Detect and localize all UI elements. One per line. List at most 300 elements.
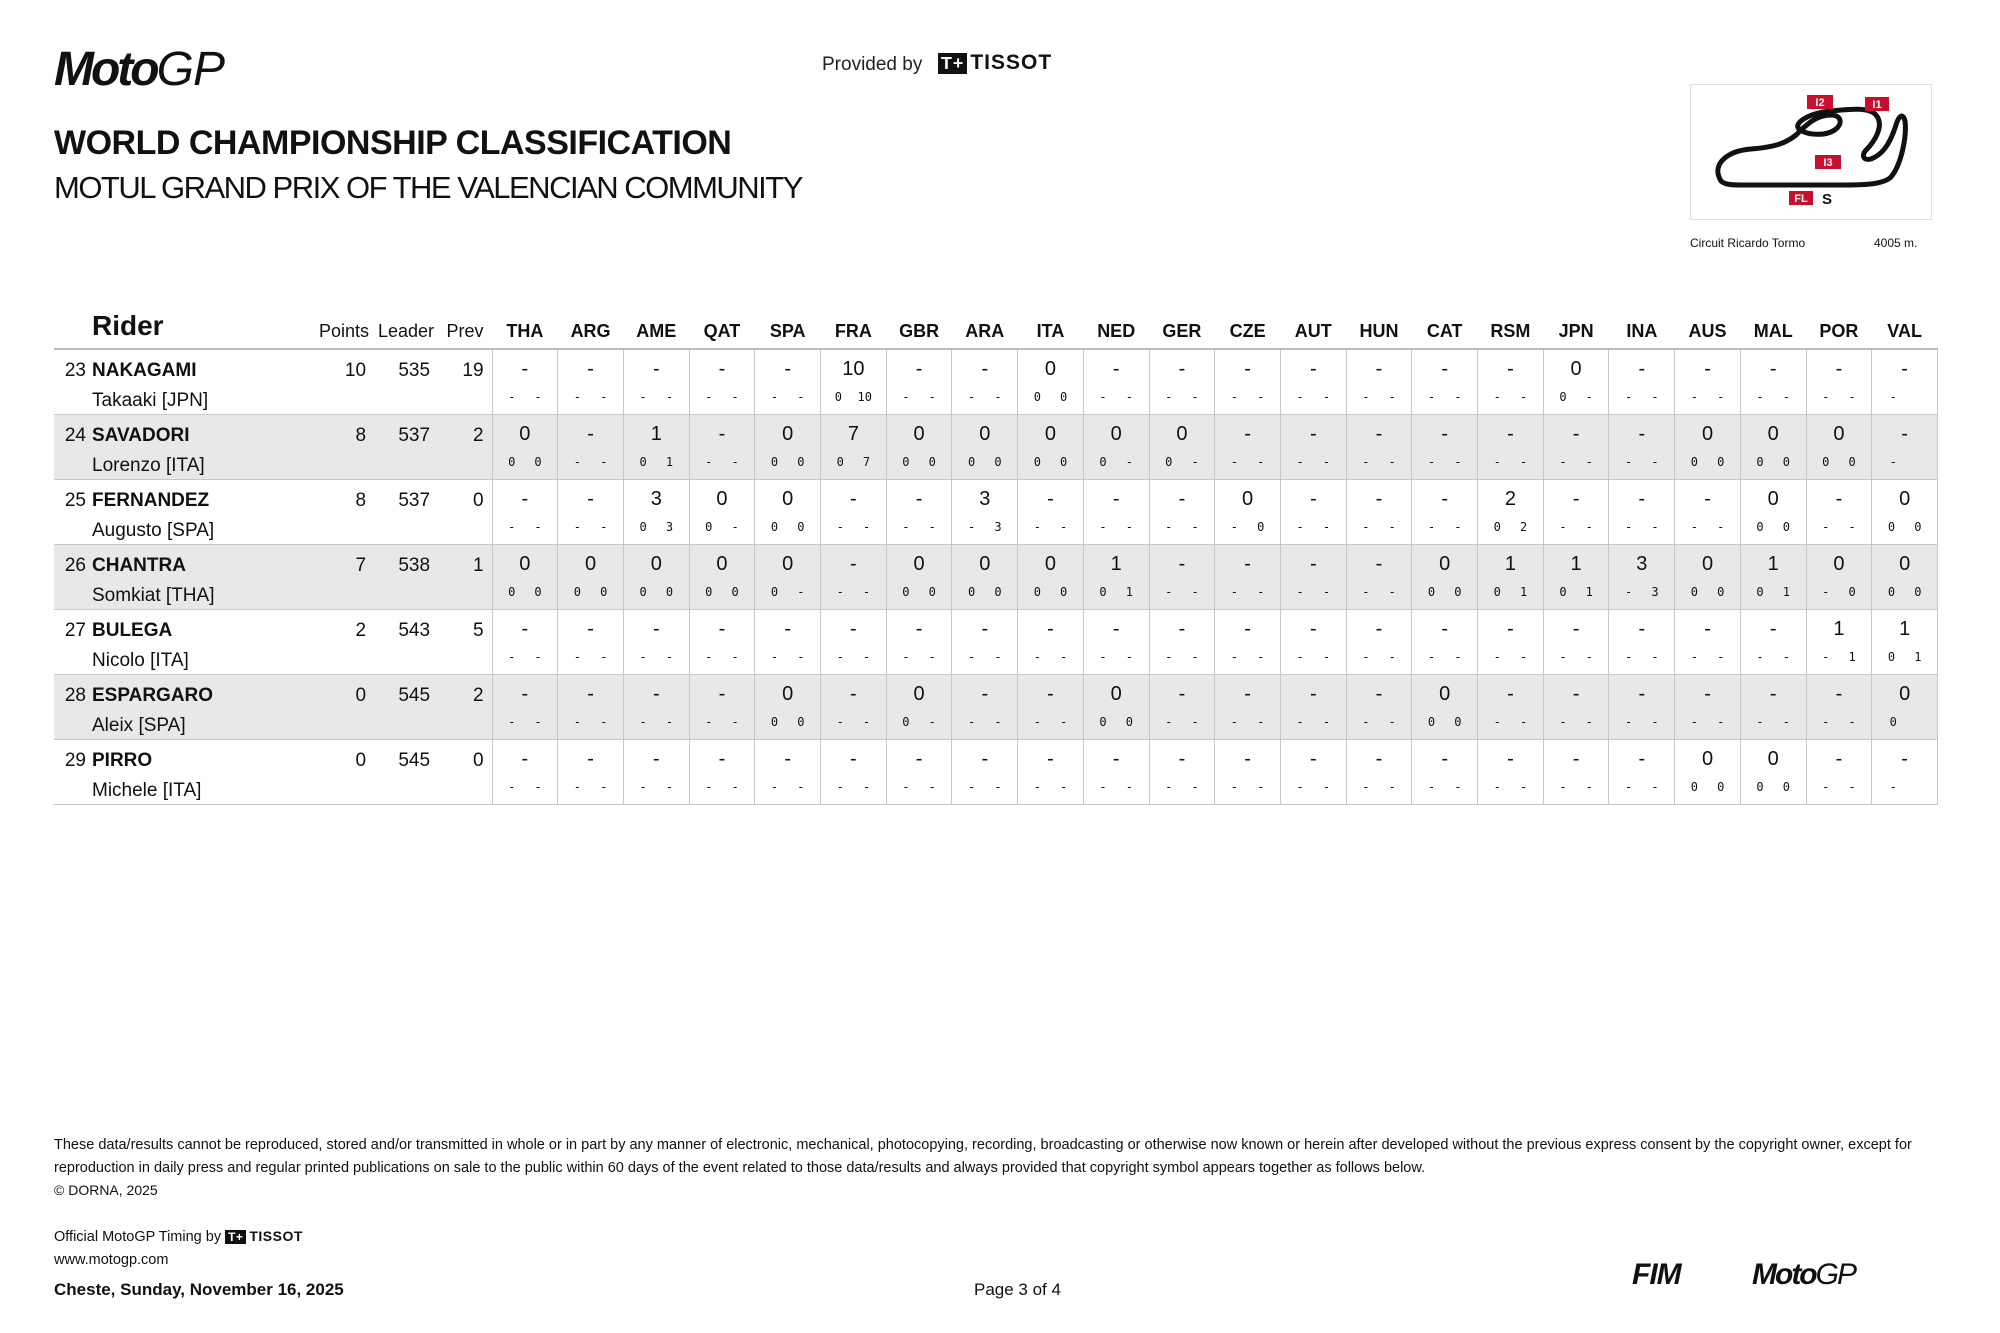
gp-total: - <box>521 487 529 510</box>
gp-split <box>1215 455 1280 469</box>
sprint-points: 0 <box>1099 714 1107 729</box>
gp-total: - <box>784 358 792 380</box>
gp-result-aut <box>1280 674 1346 739</box>
gp-split <box>1215 390 1280 404</box>
gp-split <box>1281 780 1346 794</box>
gp-split <box>1347 390 1412 404</box>
gp-total: - <box>1835 682 1843 705</box>
gp-result-qat <box>689 739 755 804</box>
gp-total: 1 <box>1899 617 1911 640</box>
gp-split <box>558 390 623 404</box>
rider-cell <box>92 479 314 544</box>
sprint-points: - <box>836 584 844 599</box>
gp-total: - <box>587 422 594 445</box>
gp-split <box>1478 390 1543 404</box>
gp-total: - <box>1441 422 1449 445</box>
gp-header-cat: CAT <box>1426 321 1463 341</box>
gp-total: 3 <box>1636 552 1648 575</box>
gp-result-val <box>1872 674 1938 739</box>
gp-split <box>1807 715 1872 729</box>
race-points: - <box>797 779 805 794</box>
table-row <box>54 609 1938 674</box>
race-points: 3 <box>994 519 1002 534</box>
race-points: - <box>534 390 542 404</box>
gp-split <box>1412 780 1477 794</box>
gp-split <box>755 585 820 599</box>
table-row <box>54 479 1938 544</box>
race-points: 0 <box>1782 454 1790 469</box>
table-row <box>54 544 1938 609</box>
sprint-points: 0 <box>1690 584 1698 599</box>
gp-total: 1 <box>1570 552 1582 575</box>
gp-split <box>1675 780 1740 794</box>
gp-total: - <box>1309 487 1317 510</box>
gp-result-qat <box>689 609 755 674</box>
gp-total: 1 <box>1110 552 1122 575</box>
gp-split <box>952 650 1017 664</box>
leader-gap: 537 <box>398 424 431 446</box>
sprint-points: - <box>1099 649 1107 664</box>
gp-result-cze <box>1215 609 1281 674</box>
gp-split <box>1150 390 1215 404</box>
gp-total: - <box>1638 617 1646 640</box>
leader-gap: 545 <box>398 749 431 771</box>
gp-result-qat <box>689 479 755 544</box>
gp-split <box>1412 390 1477 404</box>
race-points: - <box>1519 714 1528 729</box>
gp-total: - <box>652 747 660 770</box>
gp-total: - <box>1375 422 1383 445</box>
gp-result-ame <box>623 739 689 804</box>
gp-result-fra <box>821 609 887 674</box>
gp-result-spa <box>755 674 821 739</box>
gp-total: - <box>1375 487 1383 510</box>
gp-header-ame: AME <box>636 321 677 341</box>
sprint-points: - <box>967 714 976 729</box>
gp-split <box>1807 650 1872 664</box>
sprint-points: - <box>1889 779 1897 794</box>
position: 25 <box>64 489 86 511</box>
race-points: - <box>731 649 739 664</box>
gp-split <box>493 455 558 469</box>
race-points: 0 <box>534 454 542 469</box>
leader-header: Leader <box>377 321 435 341</box>
page-title: WORLD CHAMPIONSHIP CLASSIFICATION <box>54 124 732 162</box>
fim-logo: FIM <box>1632 1258 1681 1291</box>
gp-split <box>1281 390 1346 404</box>
race-points: - <box>1651 390 1659 404</box>
race-points: - <box>1454 519 1462 534</box>
gp-split <box>1281 520 1346 534</box>
sprint-points: - <box>1427 519 1436 534</box>
prev-gap: 19 <box>462 360 484 381</box>
race-points: - <box>862 779 871 794</box>
sprint-points: - <box>1822 390 1830 404</box>
race-points: - <box>797 649 805 664</box>
rider-surname: ESPARGARO <box>92 684 214 706</box>
gp-total: - <box>981 747 989 770</box>
sprint-points: - <box>1559 714 1567 729</box>
race-points: 0 <box>731 584 739 599</box>
gp-split <box>493 390 558 404</box>
gp-result-ame <box>623 349 689 414</box>
race-points: - <box>1125 649 1133 664</box>
gp-total: - <box>1901 358 1908 380</box>
gp-split <box>1872 715 1937 729</box>
gp-split <box>1150 520 1215 534</box>
gp-result-por <box>1806 544 1872 609</box>
gp-result-qat <box>689 349 755 414</box>
gp-split <box>1281 650 1346 664</box>
gp-split <box>1675 715 1740 729</box>
gp-total: 0 <box>1044 358 1057 380</box>
race-points: - <box>1257 584 1265 599</box>
gp-header-tha: THA <box>506 321 544 341</box>
sprint-points: - <box>1822 779 1830 794</box>
gp-split <box>1544 390 1609 404</box>
motogp-logo: MotoGP <box>54 43 224 96</box>
sprint-points: - <box>1099 779 1107 794</box>
gp-split <box>821 650 886 664</box>
sprint-points: - <box>1296 779 1304 794</box>
gp-result-cat <box>1412 544 1478 609</box>
gp-header-aus: AUS <box>1688 321 1727 341</box>
gp-result-fra <box>821 479 887 544</box>
gp-total: - <box>1309 552 1317 575</box>
gp-split <box>1478 455 1543 469</box>
gp-split <box>1084 585 1149 599</box>
gp-result-mal <box>1740 739 1806 804</box>
race-points: - <box>1717 714 1725 729</box>
race-points: - <box>534 519 542 534</box>
gp-result-arg <box>558 674 624 739</box>
gp-split <box>1872 780 1937 794</box>
race-points: - <box>1388 779 1396 794</box>
sprint-points: - <box>639 390 647 404</box>
gp-split <box>1609 715 1674 729</box>
sprint-points: - <box>1165 390 1173 404</box>
sprint-points: - <box>639 649 647 664</box>
sprint-points: - <box>1296 390 1304 404</box>
gp-total: - <box>1178 617 1186 640</box>
rider-surname: NAKAGAMI <box>92 360 197 381</box>
gp-total: - <box>521 682 529 705</box>
sprint-points: - <box>573 390 581 404</box>
sprint-points: - <box>1296 454 1304 469</box>
gp-total: - <box>850 552 857 575</box>
race-points: - <box>1651 779 1659 794</box>
race-points: - <box>600 519 608 534</box>
gp-total: 0 <box>1767 487 1779 510</box>
gp-total: 3 <box>979 487 991 510</box>
race-points: 0 <box>1782 779 1790 794</box>
race-points: - <box>1519 779 1528 794</box>
points: 10 <box>344 360 367 381</box>
gp-split <box>1478 520 1543 534</box>
sprint-points: - <box>1362 714 1370 729</box>
gp-total: - <box>850 682 857 705</box>
sprint-points: - <box>1625 779 1633 794</box>
gp-result-hun <box>1346 479 1412 544</box>
gp-split <box>952 780 1017 794</box>
gp-result-rsm <box>1478 414 1544 479</box>
gp-result-arg <box>558 414 624 479</box>
race-points: - <box>1519 454 1528 469</box>
gp-result-arg <box>558 349 624 414</box>
prev-gap: 5 <box>472 619 484 641</box>
gp-total: - <box>587 487 594 510</box>
gp-result-spa <box>755 739 821 804</box>
gp-header-cze: CZE <box>1229 321 1266 341</box>
race-points: 3 <box>1651 584 1659 599</box>
gp-result-jpn <box>1543 414 1609 479</box>
race-points: - <box>1454 649 1462 664</box>
race-points: - <box>1585 779 1593 794</box>
gp-split <box>690 390 755 404</box>
gp-total: 0 <box>1439 552 1451 575</box>
race-points: - <box>1191 714 1199 729</box>
gp-split <box>1412 650 1477 664</box>
race-points: - <box>1782 649 1790 664</box>
gp-split <box>1741 455 1806 469</box>
gp-result-cat <box>1412 674 1478 739</box>
gp-split <box>1281 715 1346 729</box>
gp-result-val <box>1872 349 1938 414</box>
gp-result-spa <box>755 609 821 674</box>
race-points: - <box>1191 454 1199 469</box>
sprint-points: - <box>967 390 976 404</box>
race-points: - <box>1257 779 1265 794</box>
gp-total: 0 <box>650 552 662 575</box>
race-points: - <box>1322 649 1331 664</box>
table-row <box>54 674 1938 739</box>
race-points: 0 <box>928 454 936 469</box>
prev-gap: 2 <box>472 684 484 706</box>
gp-split <box>1872 520 1937 534</box>
rider-surname: PIRRO <box>92 749 153 771</box>
sprint-points: - <box>705 714 713 729</box>
gp-result-ger <box>1149 739 1215 804</box>
race-points: - <box>731 519 739 534</box>
gp-total: 0 <box>519 422 531 445</box>
tissot-mark: T+ <box>938 53 967 74</box>
race-points: - <box>1388 649 1396 664</box>
gp-total: - <box>521 358 529 380</box>
sprint-points: - <box>902 519 910 534</box>
rider-surname: SAVADORI <box>92 424 190 446</box>
gp-total: - <box>1441 747 1449 770</box>
race-points: - <box>600 649 608 664</box>
sprint-points: - <box>1230 519 1239 534</box>
gp-total: 1 <box>1767 552 1779 575</box>
gp-total: - <box>1309 682 1317 705</box>
gp-result-cat <box>1412 414 1478 479</box>
race-points: 0 <box>665 584 674 599</box>
sprint-points: 0 <box>639 519 647 534</box>
gp-total: - <box>1769 682 1777 705</box>
gp-split <box>755 390 820 404</box>
sprint-points: - <box>1165 714 1173 729</box>
marker-i1: I1 <box>1872 99 1882 111</box>
gp-result-spa <box>755 414 821 479</box>
sprint-points: - <box>1690 519 1698 534</box>
gp-total: - <box>1309 358 1317 380</box>
gp-result-hun <box>1346 544 1412 609</box>
gp-split <box>1150 715 1215 729</box>
marker-fl: FL <box>1794 193 1808 205</box>
gp-result-fra <box>821 414 887 479</box>
points: 8 <box>355 424 367 446</box>
event-date: Cheste, Sunday, November 16, 2025 <box>54 1280 344 1299</box>
gp-total: - <box>1112 617 1120 640</box>
gp-result-ara <box>952 674 1018 739</box>
gp-total: - <box>1178 358 1186 380</box>
gp-split <box>558 715 623 729</box>
gp-split <box>1675 585 1740 599</box>
gp-split <box>887 715 952 729</box>
race-points: 0 <box>797 519 805 534</box>
sprint-points: 0 <box>1756 519 1764 534</box>
race-points: 0 <box>600 584 608 599</box>
website-link[interactable]: www.motogp.com <box>54 1252 169 1268</box>
gp-result-jpn <box>1543 609 1609 674</box>
race-points: 0 <box>1060 454 1068 469</box>
race-points: - <box>1651 454 1659 469</box>
gp-result-ita <box>1018 739 1084 804</box>
race-points: - <box>1651 714 1659 729</box>
gp-split <box>821 520 886 534</box>
gp-split <box>1807 390 1872 404</box>
sprint-points: - <box>639 714 647 729</box>
sprint-points: - <box>1099 390 1107 404</box>
race-points: 0 <box>928 584 936 599</box>
sprint-points: - <box>1362 649 1370 664</box>
gp-result-cat <box>1412 349 1478 414</box>
gp-result-arg <box>558 609 624 674</box>
gp-split <box>1478 585 1543 599</box>
sprint-points: - <box>1559 519 1567 534</box>
gp-total: - <box>1572 747 1580 770</box>
sprint-points: - <box>1033 649 1041 664</box>
rider-cell <box>92 674 314 739</box>
sprint-points: 0 <box>836 454 844 469</box>
gp-split <box>558 520 623 534</box>
gp-total: - <box>784 617 792 640</box>
gp-split <box>1741 780 1806 794</box>
gp-split <box>755 650 820 664</box>
gp-split <box>1544 585 1609 599</box>
gp-result-ina <box>1609 544 1675 609</box>
rider-name: Michele [ITA] <box>92 779 202 801</box>
gp-split <box>624 390 689 404</box>
gp-result-ger <box>1149 674 1215 739</box>
gp-total: 0 <box>1242 487 1254 510</box>
race-points: 0 <box>1848 584 1856 599</box>
gp-split <box>1675 520 1740 534</box>
race-points: - <box>1454 779 1462 794</box>
sprint-points: 0 <box>1756 584 1764 599</box>
gp-result-cat <box>1412 479 1478 544</box>
race-points: - <box>1322 584 1331 599</box>
race-points: 0 <box>1717 454 1725 469</box>
race-points: - <box>928 649 936 664</box>
race-points: - <box>731 714 739 729</box>
gp-header-ara: ARA <box>965 321 1005 341</box>
sprint-points: 0 <box>1887 519 1896 534</box>
gp-result-mal <box>1740 479 1806 544</box>
gp-result-tha <box>492 479 558 544</box>
gp-split <box>821 390 886 404</box>
sprint-points: - <box>967 779 976 794</box>
gp-total: - <box>1507 617 1514 640</box>
gp-split <box>1478 650 1543 664</box>
sprint-points: - <box>508 519 516 534</box>
gp-result-ger <box>1149 544 1215 609</box>
gp-split <box>624 650 689 664</box>
gp-total: 0 <box>1833 422 1845 445</box>
gp-result-mal <box>1740 674 1806 739</box>
race-points: 0 <box>1914 519 1922 534</box>
sprint-points: 0 <box>1493 584 1501 599</box>
rider-cell <box>92 544 314 609</box>
race-points: - <box>1257 390 1265 404</box>
gp-total: - <box>1572 422 1580 445</box>
sprint-points: - <box>639 779 647 794</box>
race-points: - <box>1782 714 1790 729</box>
gp-split <box>1018 715 1083 729</box>
race-points: 10 <box>857 390 872 404</box>
sprint-points: 0 <box>639 454 647 469</box>
official-timing: Official MotoGP Timing by T+ TISSOT <box>54 1228 303 1245</box>
gp-result-val <box>1872 479 1938 544</box>
gp-split <box>1347 455 1412 469</box>
gp-total: - <box>718 747 726 770</box>
gp-total: - <box>850 487 857 510</box>
gp-header-ita: ITA <box>1036 321 1065 341</box>
gp-result-ina <box>1609 349 1675 414</box>
gp-total: 7 <box>847 422 859 445</box>
race-points: - <box>1191 584 1199 599</box>
gp-header-por: POR <box>1819 321 1859 341</box>
sprint-points: - <box>1493 779 1501 794</box>
prev-gap: 2 <box>472 424 484 446</box>
sprint-points: - <box>1625 714 1633 729</box>
race-points: 7 <box>862 454 871 469</box>
gp-split <box>1412 585 1477 599</box>
gp-result-tha <box>492 349 558 414</box>
race-points: 0 <box>1257 519 1265 534</box>
race-points: - <box>665 649 674 664</box>
gp-total: 0 <box>913 552 925 575</box>
gp-total: - <box>1047 747 1054 770</box>
gp-split <box>1347 780 1412 794</box>
gp-result-gbr <box>886 609 952 674</box>
gp-total: - <box>718 682 726 705</box>
sprint-points: - <box>902 779 910 794</box>
rider-name: Aleix [SPA] <box>92 714 186 736</box>
gp-result-aus <box>1675 544 1741 609</box>
position: 24 <box>64 424 86 446</box>
sprint-points: 0 <box>902 584 910 599</box>
sprint-points: - <box>508 390 516 404</box>
race-points: 0 <box>797 454 805 469</box>
gp-split <box>493 715 558 729</box>
gp-split <box>1347 650 1412 664</box>
gp-split <box>1872 390 1937 404</box>
disclaimer-text: These data/results cannot be reproduced, stored and/or transmitted in whole or in part by any manner of electronic, mechanical, photocopying, recording, broadcasting or otherwise now known or herein after developed without the previous express consent by the copyright owner, except for reproduction in daily press and regular printed publications on sale to the public within 60 days of the event related to those data/results and always provided that copyright symbol appears together as follows below. <box>54 1137 1912 1176</box>
gp-result-ita <box>1018 544 1084 609</box>
gp-split <box>1215 650 1280 664</box>
